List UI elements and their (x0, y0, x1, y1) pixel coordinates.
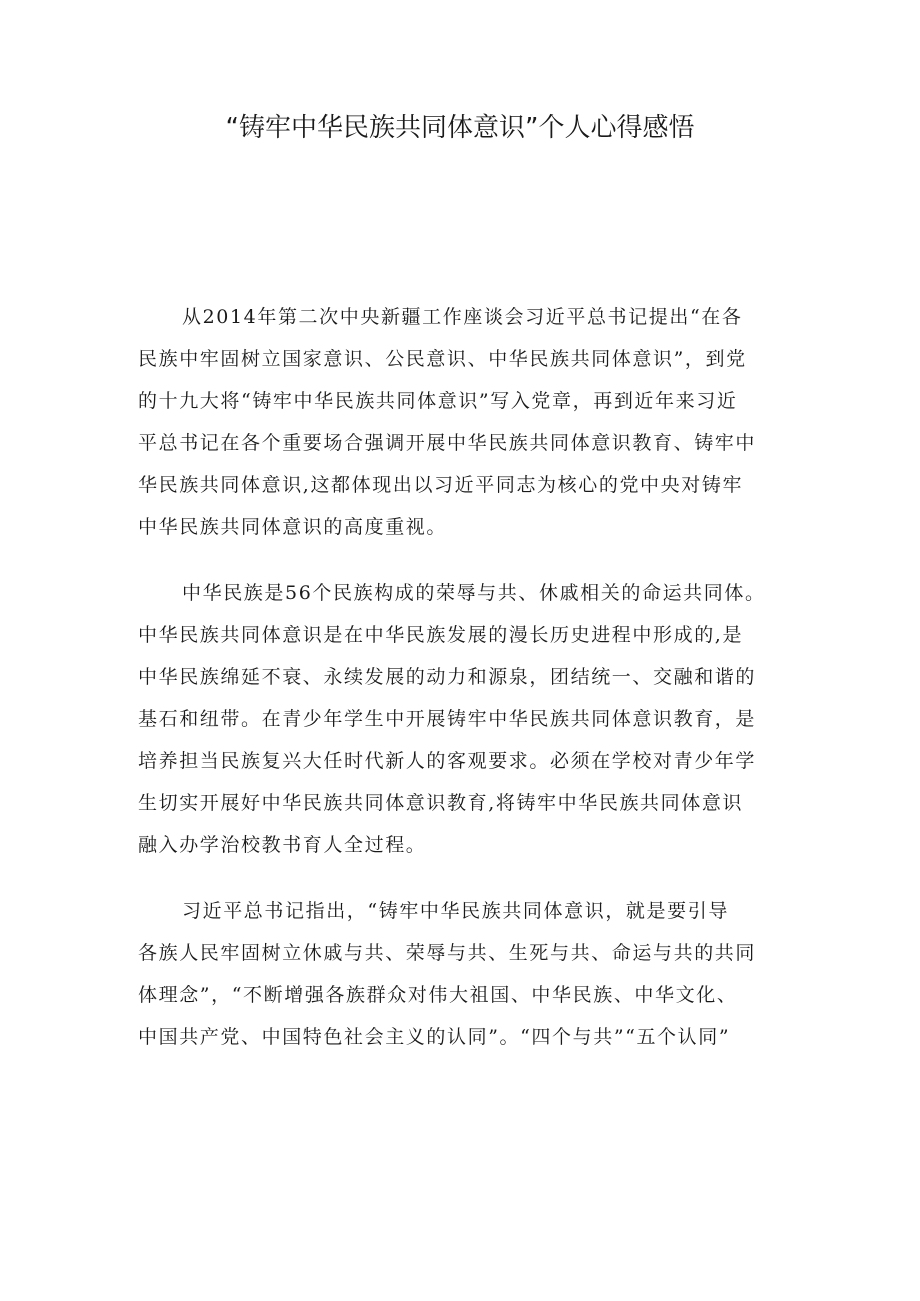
paragraph-line: 各族人民牢固树立休戚与共、荣辱与共、生死与共、命运与共的共同 (138, 942, 757, 964)
paragraph-line: 融入办学治校教书育人全过程。 (138, 834, 427, 856)
paragraph-line: 的十九大将“铸牢中华民族共同体意识”写入党章，再到近年来习近 (138, 390, 738, 412)
paragraph-line: 中华民族共同体意识是在中华民族发展的漫长历史进程中形成的,是 (138, 624, 744, 646)
document-body (138, 296, 798, 1082)
paragraph-3 (138, 890, 798, 1058)
paragraph-line: 民族中牢固树立国家意识、公民意识、中华民族共同体意识”，到党 (138, 348, 747, 370)
paragraph-2 (138, 572, 798, 866)
paragraph-line: 体理念”，“不断增强各族群众对伟大祖国、中华民族、中华文化、 (138, 984, 738, 1006)
paragraph-line: 习近平总书记指出，“铸牢中华民族共同体意识，就是要引导 (182, 900, 729, 922)
paragraph-line: 华民族共同体意识,这都体现出以习近平同志为核心的党中央对铸牢 (138, 474, 744, 496)
paragraph-line: 生切实开展好中华民族共同体意识教育,将铸牢中华民族共同体意识 (138, 792, 744, 814)
paragraph-line: 从2014年第二次中央新疆工作座谈会习近平总书记提出“在各 (182, 306, 743, 328)
paragraph-line: 中华民族绵延不衰、永续发展的动力和源泉，团结统一、交融和谐的 (138, 666, 757, 688)
paragraph-1 (138, 296, 798, 548)
paragraph-line: 中国共产党、中国特色社会主义的认同”。“四个与共”“五个认同” (138, 1026, 731, 1048)
paragraph-line: 培养担当民族复兴大任时代新人的客观要求。必须在学校对青少年学 (138, 750, 757, 772)
paragraph-line: 中华民族是56个民族构成的荣辱与共、休戚相关的命运共同体。 (182, 582, 766, 604)
paragraph-line: 中华民族共同体意识的高度重视。 (138, 516, 448, 538)
document-title: “铸牢中华民族共同体意识”个人心得感悟 (225, 113, 695, 143)
paragraph-line: 平总书记在各个重要场合强调开展中华民族共同体意识教育、铸牢中 (138, 432, 757, 454)
paragraph-line: 基石和纽带。在青少年学生中开展铸牢中华民族共同体意识教育，是 (138, 708, 757, 730)
